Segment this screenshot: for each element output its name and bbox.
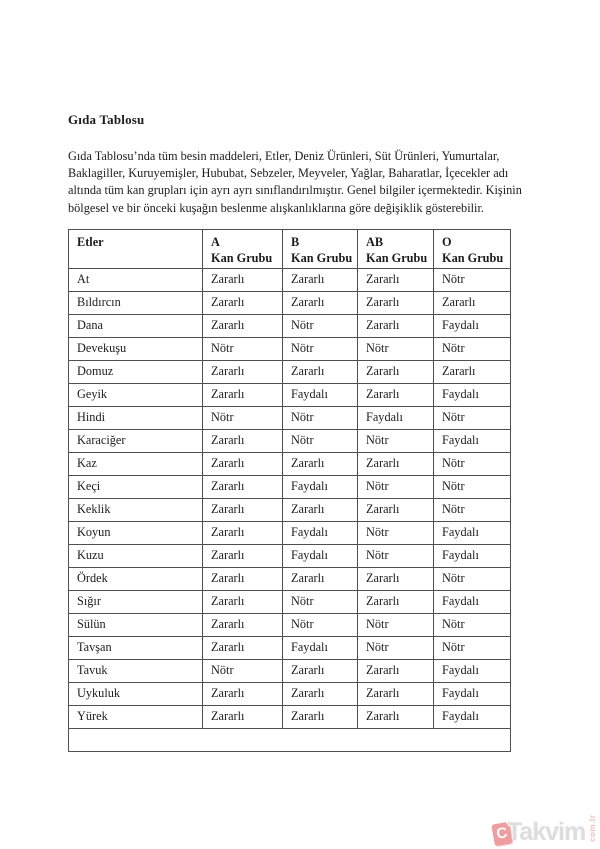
blood-group-label: Kan Grubu [366, 250, 428, 265]
food-name-cell: Sığır [69, 590, 203, 613]
food-value-cell: Faydalı [434, 429, 511, 452]
food-value-cell: Zararlı [358, 590, 434, 613]
food-value-cell: Nötr [203, 406, 283, 429]
food-value-cell: Faydalı [434, 659, 511, 682]
food-value-cell: Zararlı [358, 291, 434, 314]
food-name-cell: Devekuşu [69, 337, 203, 360]
food-value-cell: Faydalı [283, 475, 358, 498]
food-value-cell: Zararlı [203, 613, 283, 636]
food-value-cell: Zararlı [283, 567, 358, 590]
food-name-cell: Ördek [69, 567, 203, 590]
table-row [69, 705, 511, 728]
column-header-blood-b [283, 229, 358, 268]
food-value-cell: Nötr [358, 544, 434, 567]
food-value-cell: Faydalı [283, 544, 358, 567]
food-value-cell: Zararlı [358, 567, 434, 590]
food-value-cell: Zararlı [283, 360, 358, 383]
food-value-cell: Zararlı [434, 360, 511, 383]
takvim-watermark [492, 812, 598, 849]
food-value-cell: Nötr [283, 429, 358, 452]
table-row [69, 314, 511, 337]
food-value-cell: Nötr [283, 314, 358, 337]
food-name-cell: Uykuluk [69, 682, 203, 705]
table-row [69, 590, 511, 613]
table-row [69, 360, 511, 383]
column-header-blood-a [203, 229, 283, 268]
food-name-cell: Tavşan [69, 636, 203, 659]
food-value-cell: Nötr [434, 567, 511, 590]
blood-type-label: B [291, 234, 300, 249]
food-value-cell: Nötr [434, 337, 511, 360]
column-header-blood-ab [358, 229, 434, 268]
table-row [69, 636, 511, 659]
table-body [69, 268, 511, 751]
table-header [69, 229, 511, 268]
food-value-cell: Faydalı [434, 682, 511, 705]
food-value-cell: Zararlı [203, 636, 283, 659]
table-row [69, 383, 511, 406]
blood-group-label: Kan Grubu [442, 250, 504, 265]
food-name-cell: Yürek [69, 705, 203, 728]
food-value-cell: Zararlı [203, 268, 283, 291]
blood-type-label: A [211, 234, 220, 249]
food-value-cell: Zararlı [283, 452, 358, 475]
food-name-cell: Keçi [69, 475, 203, 498]
food-value-cell: Zararlı [203, 544, 283, 567]
food-name-cell: Kuzu [69, 544, 203, 567]
food-value-cell: Nötr [283, 337, 358, 360]
food-value-cell: Nötr [358, 429, 434, 452]
food-value-cell: Nötr [434, 498, 511, 521]
food-value-cell: Zararlı [203, 383, 283, 406]
table-row [69, 406, 511, 429]
food-value-cell: Faydalı [434, 590, 511, 613]
food-value-cell: Zararlı [358, 659, 434, 682]
food-value-cell: Zararlı [203, 314, 283, 337]
food-value-cell: Zararlı [203, 567, 283, 590]
food-value-cell: Zararlı [358, 360, 434, 383]
food-name-cell: Keklik [69, 498, 203, 521]
food-value-cell: Zararlı [358, 452, 434, 475]
column-header-etler: Etler [69, 229, 203, 268]
table-row [69, 521, 511, 544]
food-name-cell: Karaciğer [69, 429, 203, 452]
food-value-cell: Nötr [283, 590, 358, 613]
header-row [69, 229, 511, 268]
food-value-cell: Zararlı [203, 475, 283, 498]
food-value-cell: Nötr [203, 659, 283, 682]
table-row [69, 498, 511, 521]
document-content [68, 112, 538, 752]
food-value-cell: Faydalı [283, 636, 358, 659]
page-title: Gıda Tablosu [68, 112, 145, 127]
food-value-cell: Zararlı [283, 291, 358, 314]
food-value-cell: Zararlı [358, 314, 434, 337]
food-value-cell: Nötr [358, 613, 434, 636]
food-value-cell: Zararlı [203, 360, 283, 383]
table-row [69, 291, 511, 314]
food-value-cell: Faydalı [358, 406, 434, 429]
food-value-cell: Faydalı [434, 705, 511, 728]
food-value-cell: Zararlı [358, 682, 434, 705]
food-value-cell: Zararlı [283, 682, 358, 705]
food-value-cell: Nötr [358, 636, 434, 659]
food-name-cell: Hindi [69, 406, 203, 429]
food-value-cell: Zararlı [203, 452, 283, 475]
blood-group-label: Kan Grubu [211, 250, 273, 265]
food-value-cell: Nötr [358, 521, 434, 544]
food-value-cell: Zararlı [203, 521, 283, 544]
food-value-cell: Faydalı [434, 544, 511, 567]
table-row [69, 337, 511, 360]
takvim-logo-icon: C [491, 822, 513, 847]
food-value-cell: Faydalı [434, 314, 511, 337]
blood-type-label: AB [366, 234, 384, 249]
food-value-cell: Nötr [434, 452, 511, 475]
food-value-cell: Nötr [434, 268, 511, 291]
food-value-cell: Zararlı [203, 590, 283, 613]
food-name-cell: Geyik [69, 383, 203, 406]
food-name-cell: Koyun [69, 521, 203, 544]
food-name-cell: At [69, 268, 203, 291]
food-value-cell: Zararlı [434, 291, 511, 314]
table-row [69, 682, 511, 705]
food-value-cell: Zararlı [358, 268, 434, 291]
food-name-cell: Tavuk [69, 659, 203, 682]
food-value-cell: Faydalı [283, 521, 358, 544]
food-value-cell: Faydalı [434, 521, 511, 544]
food-value-cell: Zararlı [203, 429, 283, 452]
food-value-cell: Nötr [203, 337, 283, 360]
food-value-cell: Faydalı [283, 383, 358, 406]
food-value-cell: Zararlı [203, 498, 283, 521]
food-value-cell: Nötr [434, 406, 511, 429]
column-header-blood-o [434, 229, 511, 268]
food-value-cell: Nötr [358, 475, 434, 498]
food-blood-group-table [68, 229, 511, 752]
food-value-cell: Nötr [434, 636, 511, 659]
food-value-cell: Nötr [283, 613, 358, 636]
food-name-cell: Domuz [69, 360, 203, 383]
food-value-cell: Zararlı [283, 498, 358, 521]
food-value-cell: Zararlı [283, 659, 358, 682]
food-value-cell: Nötr [283, 406, 358, 429]
food-name-cell: Dana [69, 314, 203, 337]
table-row [69, 452, 511, 475]
table-row [69, 268, 511, 291]
food-value-cell: Zararlı [358, 705, 434, 728]
blood-type-label: O [442, 234, 452, 249]
food-value-cell: Nötr [434, 613, 511, 636]
table-row [69, 613, 511, 636]
table-row [69, 475, 511, 498]
empty-cell [69, 728, 511, 751]
food-name-cell: Sülün [69, 613, 203, 636]
food-value-cell: Zararlı [283, 705, 358, 728]
food-value-cell: Zararlı [358, 498, 434, 521]
food-name-cell: Kaz [69, 452, 203, 475]
food-value-cell: Nötr [434, 475, 511, 498]
food-value-cell: Faydalı [434, 383, 511, 406]
food-value-cell: Zararlı [203, 682, 283, 705]
table-row [69, 429, 511, 452]
table-row [69, 659, 511, 682]
watermark-suffix-text: com.tr [588, 814, 597, 842]
food-name-cell: Bıldırcın [69, 291, 203, 314]
food-value-cell: Zararlı [358, 383, 434, 406]
intro-paragraph: Gıda Tablosu’nda tüm besin maddeleri, Etler, Deniz Ürünleri, Süt Ürünleri, Yumurtalar, Baklagiller, Kuruyemişler, Hububat, Sebzeler, Meyveler, Yağlar, Baharatlar, İçecekler adı altında tüm kan grupları için ayrı ayrı sınıflandırılmıştır. Genel bilgiler içermektedir. Kişinin bölgesel ve bir önceki kuşağın beslenme alışkanlıklarına göre değişiklik gösterebilir. [68, 149, 522, 215]
empty-row [69, 728, 511, 751]
food-value-cell: Nötr [358, 337, 434, 360]
food-value-cell: Zararlı [203, 705, 283, 728]
table-row [69, 544, 511, 567]
food-value-cell: Zararlı [283, 268, 358, 291]
table-row [69, 567, 511, 590]
food-value-cell: Zararlı [203, 291, 283, 314]
blood-group-label: Kan Grubu [291, 250, 353, 265]
watermark-brand-text: Takvim [507, 818, 586, 846]
